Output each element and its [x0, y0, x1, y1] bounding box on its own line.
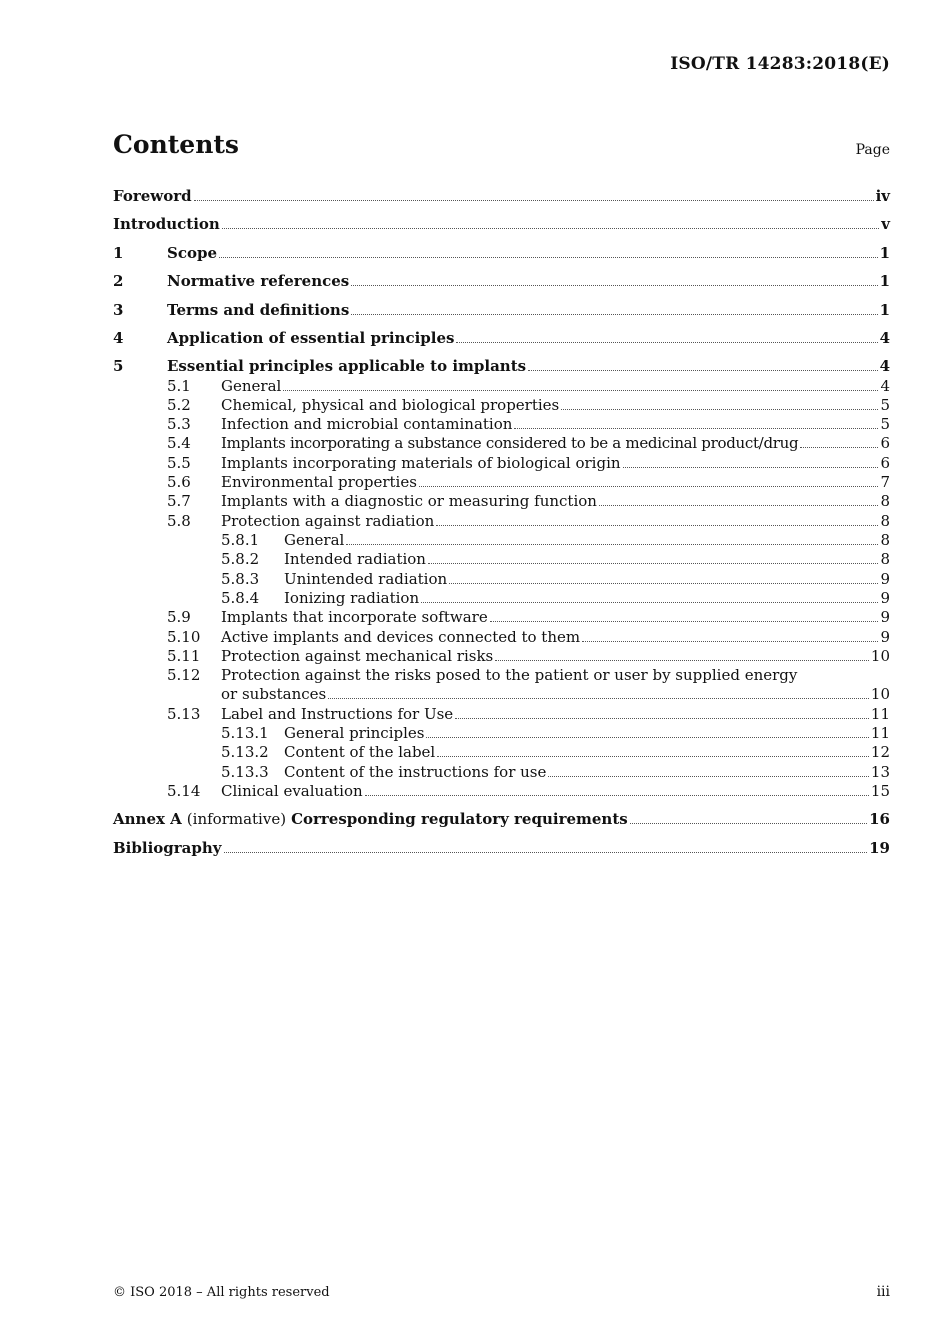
- toc-entry-essential-principles[interactable]: [113, 355, 890, 375]
- toc-entry-5-1[interactable]: [113, 375, 890, 395]
- toc-entry-page: 4: [879, 357, 890, 375]
- dot-leader: [426, 736, 868, 738]
- toc-entry-page: 4: [880, 377, 890, 395]
- toc-entry-title: Corresponding regulatory requirements: [291, 810, 628, 828]
- toc-entry-title: Implants incorporating a substance considered to be a medicinal product/drug: [221, 434, 799, 452]
- toc-entry-5-2[interactable]: [113, 394, 890, 414]
- toc-entry-page: 16: [869, 810, 890, 828]
- toc-entry-5-9[interactable]: [113, 606, 890, 626]
- toc-entry-title: Implants with a diagnostic or measuring function: [221, 492, 597, 510]
- toc-entry-number: 5.5: [167, 454, 191, 472]
- toc-entry-annex-a[interactable]: [113, 808, 890, 828]
- toc-entry-number: 5: [113, 357, 124, 375]
- toc-entry-scope[interactable]: [113, 242, 890, 262]
- toc-entry-bibliography[interactable]: [113, 837, 890, 857]
- dot-leader: [419, 485, 879, 487]
- copyright-notice: © ISO 2018 – All rights reserved: [113, 1285, 330, 1300]
- toc-entry-page: 9: [880, 570, 890, 588]
- toc-entry-title: Implants that incorporate software: [221, 608, 488, 626]
- dot-leader: [490, 620, 879, 622]
- toc-entry-number: 5.8.3: [221, 570, 260, 588]
- toc-entry-title: Environmental properties: [221, 473, 417, 491]
- toc-entry-title: Clinical evaluation: [221, 782, 363, 800]
- toc-entry-5-8-4[interactable]: [113, 587, 890, 607]
- dot-leader: [528, 369, 877, 371]
- toc-entry-title-continued: or substances: [221, 685, 327, 703]
- toc-entry-5-12-continued[interactable]: [113, 683, 890, 703]
- toc-entry-number: 5.8.2: [221, 550, 260, 568]
- toc-entry-5-8-3[interactable]: [113, 568, 890, 588]
- toc-entry-number: 1: [113, 244, 124, 262]
- toc-entry-application[interactable]: [113, 327, 890, 347]
- toc-entry-title: General: [221, 377, 282, 395]
- toc-entry-5-6[interactable]: [113, 471, 890, 491]
- toc-entry-5-8[interactable]: [113, 510, 890, 530]
- toc-entry-page: 1: [879, 272, 890, 290]
- toc-entry-title: Essential principles applicable to implants: [167, 357, 527, 375]
- toc-entry-number: 5.14: [167, 782, 201, 800]
- toc-entry-page: 8: [880, 531, 890, 549]
- dot-leader: [599, 504, 879, 506]
- dot-leader: [455, 717, 869, 719]
- toc-entry-title: Label and Instructions for Use: [221, 705, 454, 723]
- dot-leader: [346, 543, 878, 545]
- toc-entry-number: 5.13.2: [221, 743, 269, 761]
- toc-entry-page: 10: [870, 647, 890, 665]
- toc-entry-page: 8: [880, 550, 890, 568]
- toc-entry-foreword[interactable]: [113, 185, 890, 205]
- toc-entry-title: Foreword: [113, 187, 192, 205]
- page-number: iii: [876, 1284, 890, 1300]
- annex-label: Annex A: [113, 810, 182, 828]
- toc-entry-title: Chemical, physical and biological properties: [221, 396, 560, 414]
- toc-entry-title: Scope: [167, 244, 218, 262]
- toc-entry-5-13[interactable]: [113, 703, 890, 723]
- toc-entry-title: Protection against the risks posed to the patient or user by supplied energy: [221, 666, 798, 684]
- toc-entry-title: Intended radiation: [284, 550, 426, 568]
- toc-entry-number: 5.13: [167, 705, 201, 723]
- toc-entry-page: 10: [870, 685, 890, 703]
- toc-entry-number: 5.1: [167, 377, 191, 395]
- toc-entry-title: Normative references: [167, 272, 350, 290]
- dot-leader: [623, 466, 879, 468]
- toc-entry-introduction[interactable]: [113, 213, 890, 233]
- dot-leader: [561, 408, 878, 410]
- dot-leader: [283, 389, 878, 391]
- contents-heading: Contents: [113, 130, 240, 159]
- toc-entry-5-14[interactable]: [113, 780, 890, 800]
- toc-entry-page: 11: [870, 705, 890, 723]
- toc-entry-5-11[interactable]: [113, 645, 890, 665]
- toc-entry-5-3[interactable]: [113, 413, 890, 433]
- toc-entry-number: 5.13.1: [221, 724, 269, 742]
- toc-entry-page: v: [881, 215, 890, 233]
- toc-entry-page: 7: [880, 473, 890, 491]
- dot-leader: [456, 341, 877, 343]
- toc-entry-number: 4: [113, 329, 124, 347]
- toc-entry-number: 2: [113, 272, 124, 290]
- toc-entry-5-8-1[interactable]: [113, 529, 890, 549]
- dot-leader: [582, 640, 878, 642]
- toc-entry-page: 1: [879, 301, 890, 319]
- toc-entry-title: Content of the instructions for use: [284, 763, 547, 781]
- dot-leader: [351, 313, 877, 315]
- toc-entry-5-13-3[interactable]: [113, 761, 890, 781]
- dot-leader: [495, 659, 869, 661]
- toc-entry-number: 5.11: [167, 647, 201, 665]
- dot-leader: [428, 562, 878, 564]
- annex-informative-label: (informative): [186, 810, 287, 828]
- toc-entry-page: 5: [880, 396, 890, 414]
- toc-entry-number: 5.3: [167, 415, 191, 433]
- document-id: ISO/TR 14283:2018(E): [670, 54, 890, 74]
- dot-leader: [449, 582, 878, 584]
- toc-entry-page: 8: [880, 512, 890, 530]
- toc-entry-5-4[interactable]: [113, 432, 890, 452]
- toc-entry-number: 5.4: [167, 434, 191, 452]
- toc-entry-page: 19: [869, 839, 890, 857]
- toc-entry-number: 5.10: [167, 628, 201, 646]
- toc-entry-number: 5.2: [167, 396, 191, 414]
- toc-entry-number: 5.8.4: [221, 589, 260, 607]
- toc-entry-5-7[interactable]: [113, 490, 890, 510]
- dot-leader: [194, 199, 874, 201]
- toc-entry-title: Infection and microbial contamination: [221, 415, 513, 433]
- toc-entry-page: 8: [880, 492, 890, 510]
- toc-entry-page: 13: [870, 763, 890, 781]
- toc-entry-number: 5.9: [167, 608, 191, 626]
- toc-entry-title: Application of essential principles: [167, 329, 455, 347]
- toc-entry-title: General: [284, 531, 345, 549]
- dot-leader: [436, 524, 878, 526]
- toc-entry-5-10[interactable]: [113, 626, 890, 646]
- dot-leader: [365, 794, 869, 796]
- toc-entry-page: 9: [880, 608, 890, 626]
- toc-entry-page: 5: [880, 415, 890, 433]
- dot-leader: [421, 601, 878, 603]
- toc-entry-title: Implants incorporating materials of biological origin: [221, 454, 621, 472]
- toc-entry-5-5[interactable]: [113, 452, 890, 472]
- toc-entry-title: Protection against mechanical risks: [221, 647, 494, 665]
- dot-leader: [219, 256, 878, 258]
- dot-leader: [630, 822, 867, 824]
- toc-entry-page: 4: [879, 329, 890, 347]
- toc-entry-page: 1: [879, 244, 890, 262]
- toc-entry-page: 6: [880, 434, 890, 452]
- toc-entry-number: 5.6: [167, 473, 191, 491]
- toc-entry-page: 6: [880, 454, 890, 472]
- toc-entry-title: Terms and definitions: [167, 301, 350, 319]
- toc-entry-number: 5.8.1: [221, 531, 260, 549]
- toc-entry-page: 15: [870, 782, 890, 800]
- dot-leader: [800, 446, 878, 448]
- toc-entry-number: 5.8: [167, 512, 191, 530]
- dot-leader: [351, 284, 877, 286]
- dot-leader: [437, 755, 869, 757]
- toc-entry-number: 5.13.3: [221, 763, 269, 781]
- toc-entry-title: General principles: [284, 724, 425, 742]
- toc-entry-page: 12: [870, 743, 890, 761]
- dot-leader: [222, 227, 879, 229]
- toc-entry-page: iv: [875, 187, 890, 205]
- toc-entry-5-13-2[interactable]: [113, 741, 890, 761]
- toc-entry-5-8-2[interactable]: [113, 548, 890, 568]
- toc-entry-page: 9: [880, 628, 890, 646]
- toc-entry-title: Ionizing radiation: [284, 589, 420, 607]
- dot-leader: [548, 775, 869, 777]
- page-column-label: Page: [855, 142, 890, 158]
- toc-entry-title: Introduction: [113, 215, 220, 233]
- toc-entry-5-12[interactable]: [113, 664, 890, 684]
- toc-entry-number: 5.7: [167, 492, 191, 510]
- dot-leader: [328, 697, 869, 699]
- toc-entry-5-13-1[interactable]: [113, 722, 890, 742]
- toc-entry-title: Bibliography: [113, 839, 222, 857]
- toc-entry-title: Content of the label: [284, 743, 436, 761]
- toc-entry-title: Active implants and devices connected to them: [221, 628, 581, 646]
- toc-entry-page: 11: [870, 724, 890, 742]
- toc-entry-normative-references[interactable]: [113, 270, 890, 290]
- toc-entry-title: Protection against radiation: [221, 512, 435, 530]
- dot-leader: [514, 427, 878, 429]
- toc-entry-number: 5.12: [167, 666, 201, 684]
- toc-entry-title: Unintended radiation: [284, 570, 448, 588]
- toc-entry-page: 9: [880, 589, 890, 607]
- toc-entry-number: 3: [113, 301, 124, 319]
- dot-leader: [224, 851, 868, 853]
- toc-entry-terms-definitions[interactable]: [113, 299, 890, 319]
